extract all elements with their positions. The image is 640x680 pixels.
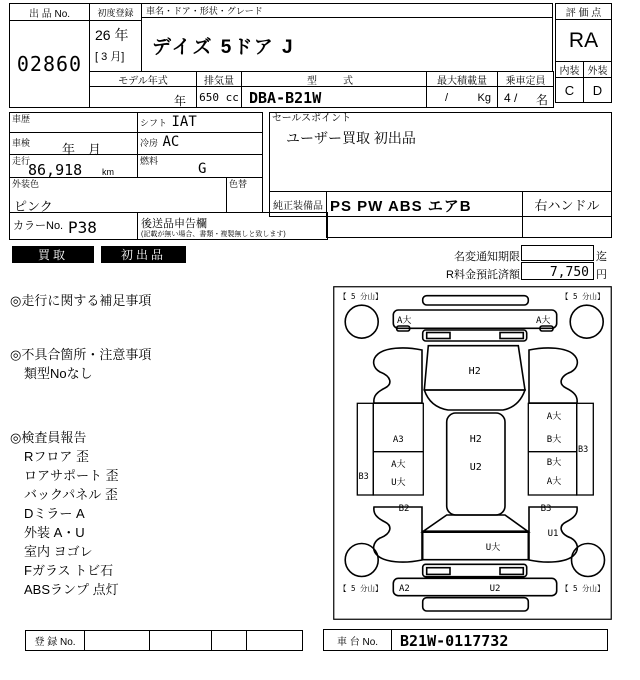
- deposit-box: [521, 262, 594, 280]
- lot-no-value: 02860: [16, 52, 83, 76]
- model-code-value: DBA-B21W: [249, 89, 322, 107]
- vehicle-name-cell: [141, 17, 553, 72]
- rear-window: [423, 515, 529, 532]
- displacement-cell: [196, 86, 242, 108]
- exterior-cell: [583, 77, 612, 103]
- inspector-item: Fガラス トビ石: [24, 563, 114, 578]
- first-listing-badge: [101, 246, 186, 263]
- fuel-label: 燃料: [140, 156, 159, 166]
- chassis-no-cell: [391, 629, 608, 651]
- max-load-header: [426, 71, 498, 87]
- mark-rear-gate: U大: [485, 543, 501, 553]
- score-header: [555, 3, 612, 20]
- model-year-label: モデル年式: [118, 75, 168, 87]
- reg-no-cell-1: [84, 630, 150, 651]
- inspection-cell: [9, 132, 138, 155]
- vehicle-name-value: デイズ 5ドア J: [152, 37, 295, 58]
- reg-no-cell-4: [246, 630, 303, 651]
- front-grille: [423, 330, 527, 341]
- mark-front-bumper-left: A大: [397, 316, 412, 326]
- score-value: RA: [568, 28, 599, 52]
- interior-cell: [555, 77, 584, 103]
- first-reg-label: 初度登録: [97, 7, 134, 18]
- shift-cell: [137, 112, 263, 133]
- running-notes-title: ◎走行に関する補足事項: [10, 293, 152, 308]
- shift-value: IAT: [171, 114, 197, 130]
- score-cell: [555, 19, 612, 62]
- first-reg-cell: [89, 20, 142, 72]
- mark-floor: U2: [469, 462, 482, 473]
- capacity-header: [497, 71, 554, 87]
- tire-tread-label-front-right: 【 5 分山】: [561, 292, 605, 301]
- body-color-cell: [9, 177, 227, 213]
- sales-point-label: セールスポイント: [272, 113, 352, 124]
- wheel-front-right: [570, 305, 603, 338]
- reg-no-label: 登 録 No.: [34, 637, 76, 648]
- max-load-value: /: [445, 92, 449, 104]
- windshield: [424, 390, 525, 410]
- buyback-badge-label: 買取: [37, 248, 68, 262]
- wheel-front-left: [345, 305, 378, 338]
- inspector-item: 外装 A・U: [24, 525, 85, 540]
- mark-right-rear-panel-b: B大: [546, 458, 562, 468]
- reg-no-cell-2: [149, 630, 212, 651]
- interior-header: [555, 61, 584, 78]
- model-code-cell: [241, 86, 427, 108]
- deposit-value: 7,750: [549, 265, 589, 280]
- inspection-label: 車検: [12, 138, 31, 148]
- reg-no-header: [25, 630, 85, 651]
- mileage-unit: km: [102, 167, 114, 177]
- color-change-label: 色替: [229, 179, 248, 189]
- first-listing-badge-label: 初出品: [120, 248, 166, 262]
- equipment-header: [269, 191, 327, 217]
- headlight-right: [500, 333, 523, 339]
- deposit-unit: 円: [596, 269, 607, 281]
- mark-left-rear-panel-u: U大: [391, 478, 406, 488]
- model-year-cell: [89, 86, 197, 108]
- mark-left-rear-fender: B2: [398, 504, 410, 514]
- history-cell: [9, 112, 138, 133]
- taillight-right: [500, 568, 523, 575]
- wheel-rear-right: [572, 544, 605, 577]
- inspector-report-list: [24, 447, 119, 599]
- sales-point-box: [269, 112, 612, 192]
- first-reg-month: [ 3 月]: [95, 51, 125, 63]
- rear-lip: [423, 598, 529, 611]
- tire-tread-label-front-left: 【 5 分山】: [339, 292, 383, 301]
- rear-bumper: [393, 578, 556, 595]
- tire-tread-label-rear-right: 【 5 分山】: [561, 584, 605, 593]
- mark-right-pillar: U1: [547, 529, 559, 539]
- name-change-label: 名変通知期限: [454, 251, 520, 263]
- fuel-value: G: [198, 161, 207, 177]
- chassis-no-value: B21W-0117732: [400, 632, 509, 650]
- displacement-label: 排気量: [204, 75, 234, 87]
- fender-front-right: [529, 348, 577, 403]
- color-change-cell: [226, 177, 263, 213]
- chassis-no-label: 車 台 No.: [336, 636, 379, 648]
- mark-front-bumper-right: A大: [536, 316, 551, 326]
- front-lip: [423, 296, 529, 305]
- model-year-header: [89, 71, 197, 87]
- capacity-unit: 名: [535, 93, 548, 107]
- first-reg-header: [89, 3, 142, 21]
- vehicle-diagram: [333, 286, 612, 620]
- history-label: 車歴: [12, 114, 31, 124]
- later-items-note: (記載が無い場合、書類・複製無しと致します): [141, 231, 286, 238]
- later-items-label: 後送品申告欄: [141, 218, 207, 230]
- fender-rear-left: [374, 507, 422, 562]
- lot-no-label: 出 品 No.: [28, 8, 71, 20]
- score-label: 評 価 点: [565, 8, 602, 19]
- model-code-header: [241, 71, 427, 87]
- vehicle-name-header: [141, 3, 553, 18]
- max-load-cell: [426, 86, 498, 108]
- equipment-value: PS PW ABS エアB: [330, 198, 472, 215]
- capacity-cell: [497, 86, 554, 108]
- inspector-item: Dミラー A: [24, 506, 85, 521]
- deposit-label: R料金預託済額: [446, 269, 520, 281]
- inspector-item: Rフロア 歪: [24, 449, 90, 464]
- chassis-no-header: [323, 629, 392, 651]
- defect-item: 類型Noなし: [24, 366, 93, 381]
- mark-left-sill: B3: [358, 472, 369, 482]
- mark-right-front-panel-a: A大: [546, 412, 562, 422]
- mark-roof: H2: [469, 434, 482, 445]
- body-color-label: 外装色: [12, 179, 40, 189]
- mark-right-sill: B3: [578, 445, 589, 455]
- buyback-badge: [12, 246, 94, 263]
- exterior-label: 外装: [587, 66, 608, 77]
- mileage-value: 86,918: [28, 161, 83, 179]
- mark-hood: H2: [468, 366, 481, 377]
- handle-extra-cell: [522, 216, 612, 238]
- reg-no-cell-3: [211, 630, 247, 651]
- equipment-label: 純正装備品: [273, 200, 323, 212]
- body-color-value: ピンク: [14, 199, 53, 214]
- model-year-value: 年: [173, 94, 186, 108]
- inspector-item: ABSランプ 点灯: [24, 582, 119, 597]
- capacity-label: 乗車定員: [505, 75, 546, 87]
- name-change-box: [521, 245, 594, 261]
- tire-tread-label-rear-left: 【 5 分山】: [339, 584, 383, 593]
- first-reg-year: 26 年: [95, 27, 129, 43]
- lot-no-header: [9, 3, 90, 21]
- mileage-label: 走行: [12, 156, 31, 166]
- color-no-cell: [9, 212, 138, 240]
- rear-gate-panel: [423, 532, 529, 560]
- inspection-value: 年 月: [62, 142, 102, 157]
- mark-left-rear-panel-a: A大: [391, 460, 406, 470]
- equipment-cell: [326, 191, 523, 217]
- fender-front-left: [374, 348, 422, 403]
- max-load-unit: Kg: [477, 92, 491, 104]
- lot-no-cell: [9, 20, 90, 108]
- ac-cell: [137, 132, 263, 155]
- color-no-label: カラーNo.: [13, 220, 64, 232]
- mark-right-rear-fender: B3: [540, 504, 552, 514]
- interior-grade-value: C: [564, 82, 575, 98]
- shift-label: シフト: [140, 118, 168, 128]
- mark-rear-bumper-center: U2: [489, 584, 501, 594]
- capacity-value: 4 /: [504, 91, 518, 105]
- inspector-report-title: ◎検査員報告: [10, 430, 87, 445]
- mark-right-front-panel-b: B大: [546, 435, 562, 445]
- ac-label: 冷房: [140, 138, 159, 148]
- inspector-item: バックパネル 歪: [24, 487, 118, 502]
- mark-right-rear-panel-a: A大: [546, 477, 562, 487]
- max-load-label: 最大積載量: [437, 75, 487, 87]
- interior-label: 内装: [559, 66, 580, 77]
- handle-cell: [522, 191, 612, 217]
- displacement-value: 650 cc: [199, 90, 239, 104]
- fuel-cell: [137, 154, 263, 178]
- displacement-header: [196, 71, 242, 87]
- headlight-left: [427, 333, 450, 339]
- name-change-suffix: 迄: [596, 251, 607, 263]
- exterior-grade-value: D: [592, 82, 603, 98]
- sales-point-value: ユーザー買取 初出品: [286, 130, 416, 146]
- exterior-header: [583, 61, 612, 78]
- inspector-item: 室内 ヨゴレ: [24, 544, 93, 559]
- model-code-label: 型 式: [307, 75, 361, 87]
- equipment-extra-cell: [326, 216, 523, 238]
- taillight-left: [427, 568, 450, 575]
- ac-value: AC: [162, 134, 180, 150]
- inspector-item: ロアサポート 歪: [24, 468, 119, 483]
- mark-rear-bumper-left: A2: [399, 584, 410, 594]
- front-bumper: [393, 310, 556, 328]
- color-no-value: P38: [68, 218, 97, 237]
- vehicle-name-label: 車名・ドア・形状・グレード: [146, 6, 263, 16]
- mileage-cell: [9, 154, 138, 178]
- defect-notes-title: ◎不具合箇所・注意事項: [10, 347, 152, 362]
- handle-value: 右ハンドル: [534, 197, 600, 213]
- mark-left-front-panel: A3: [392, 435, 404, 445]
